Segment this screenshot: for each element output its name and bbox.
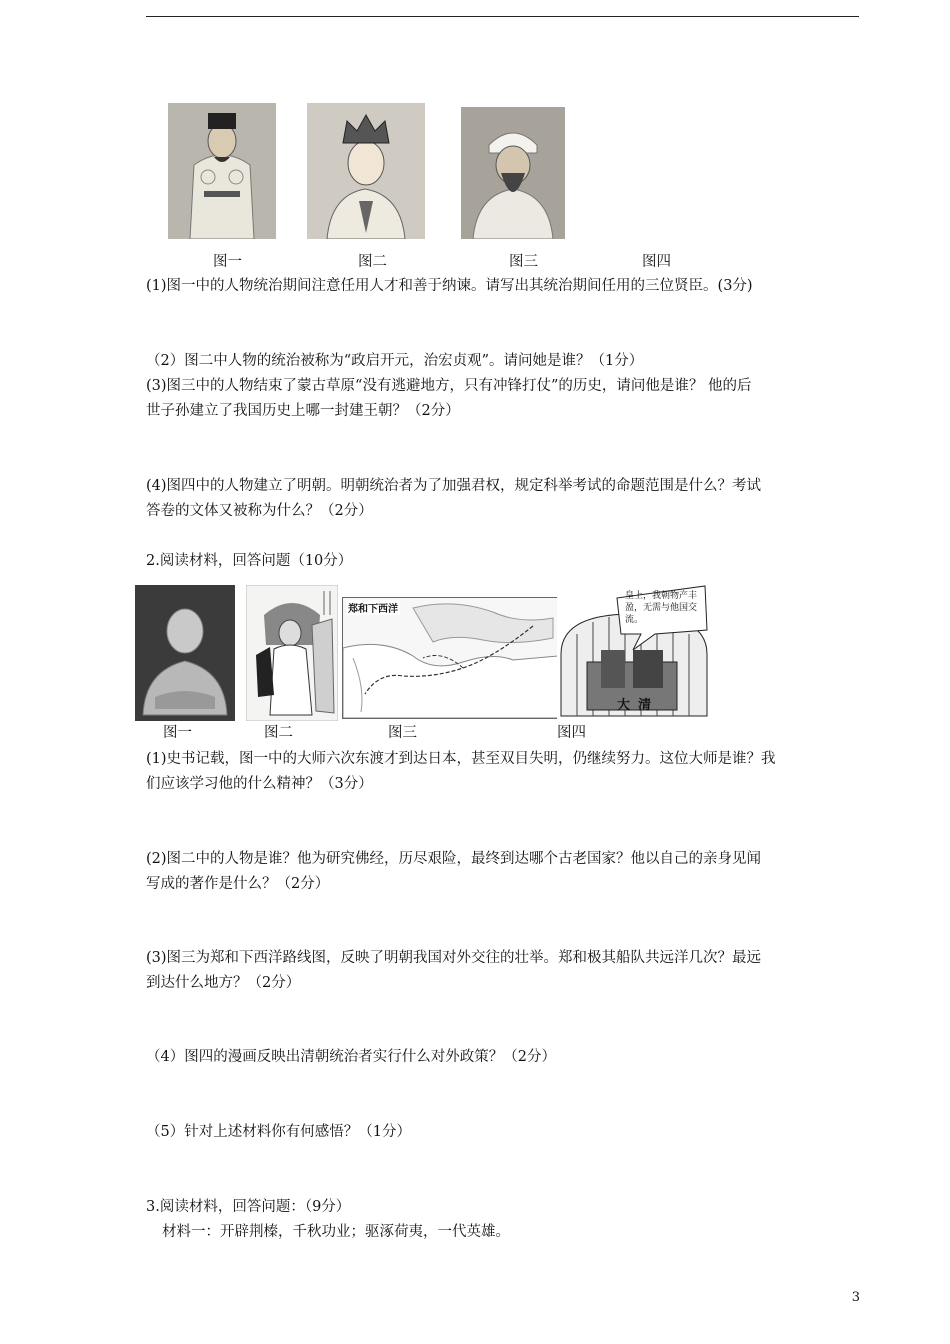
s2-caption-4: 图四	[557, 725, 586, 741]
s2-caption-2: 图二	[264, 725, 293, 741]
portrait-genghis-image	[461, 107, 565, 239]
zhenghe-route-map	[342, 597, 559, 719]
qing-closed-door-cartoon	[557, 584, 712, 719]
header-rule	[146, 16, 859, 17]
s1-caption-3: 图三	[509, 254, 538, 270]
s3-material-1: 材料一：开辟荆榛，千秋功业；驱涿荷夷，一代英雄。	[162, 1224, 510, 1240]
map-title: 郑和下西洋	[346, 600, 400, 615]
s2-caption-1: 图一	[163, 725, 192, 741]
s2-question-4: （4）图四的漫画反映出清朝统治者实行什么对外政策？（2分）	[146, 1049, 556, 1065]
s1-caption-2: 图二	[358, 254, 387, 270]
s2-question-1-line2: 们应该学习他的什么精神？（3分）	[146, 776, 373, 792]
s2-question-3-line2: 到达什么地方？（2分）	[146, 975, 301, 991]
cage-label: 大清	[617, 698, 660, 713]
s2-question-5: （5）针对上述材料你有何感悟？（1分）	[146, 1124, 411, 1140]
page-number: 3	[851, 1290, 860, 1305]
s1-caption-4: 图四	[642, 254, 671, 270]
s2-caption-3: 图三	[388, 725, 417, 741]
s2-question-3-line1: (3)图三为郑和下西洋路线图，反映了明朝我国对外交往的壮举。郑和极其船队共远洋几次？最远	[146, 950, 762, 966]
s1-question-3-line1: (3)图三中的人物结束了蒙古草原“没有逃避地方，只有冲锋打仗”的历史，请问他是谁？ 他的后	[146, 378, 752, 394]
s1-question-3-line2: 世子孙建立了我国历史上哪一封建王朝？（2分）	[146, 403, 460, 419]
cartoon-speech-bubble-text: 皇上，我朝物产丰盈，无需与他国交流。	[625, 591, 698, 625]
portrait-emperor-image	[168, 103, 276, 239]
s3-heading: 3.阅读材料，回答问题：（9分）	[146, 1199, 351, 1215]
s2-question-2-line1: (2)图二中的人物是谁？他为研究佛经，历尽艰险，最终到达哪个古老国家？他以自己的亲身见闻	[146, 851, 762, 867]
s2-question-1-line1: (1)史书记载，图一中的大师六次东渡才到达日本，甚至双目失明，仍继续努力。这位大师是谁？我	[146, 751, 776, 767]
s1-caption-1: 图一	[213, 254, 242, 270]
s1-question-2: （2）图二中人物的统治被称为“政启开元，治宏贞观”。请问她是谁？（1分）	[146, 353, 644, 369]
xuanzang-image	[246, 585, 338, 721]
s2-heading: 2.阅读材料，回答问题（10分）	[146, 553, 353, 569]
s2-question-2-line2: 写成的著作是什么？（2分）	[146, 876, 330, 892]
portrait-empress-image	[307, 103, 425, 239]
s1-question-4-line1: (4)图四中的人物建立了明朝。明朝统治者为了加强君权，规定科举考试的命题范围是什么？考试	[146, 478, 762, 494]
jianzhen-statue-image	[135, 585, 235, 721]
s1-question-1: (1)图一中的人物统治期间注意任用人才和善于纳谏。请写出其统治期间任用的三位贤臣。(3分)	[146, 278, 753, 294]
s1-question-4-line2: 答卷的文体又被称为什么？（2分）	[146, 503, 373, 519]
